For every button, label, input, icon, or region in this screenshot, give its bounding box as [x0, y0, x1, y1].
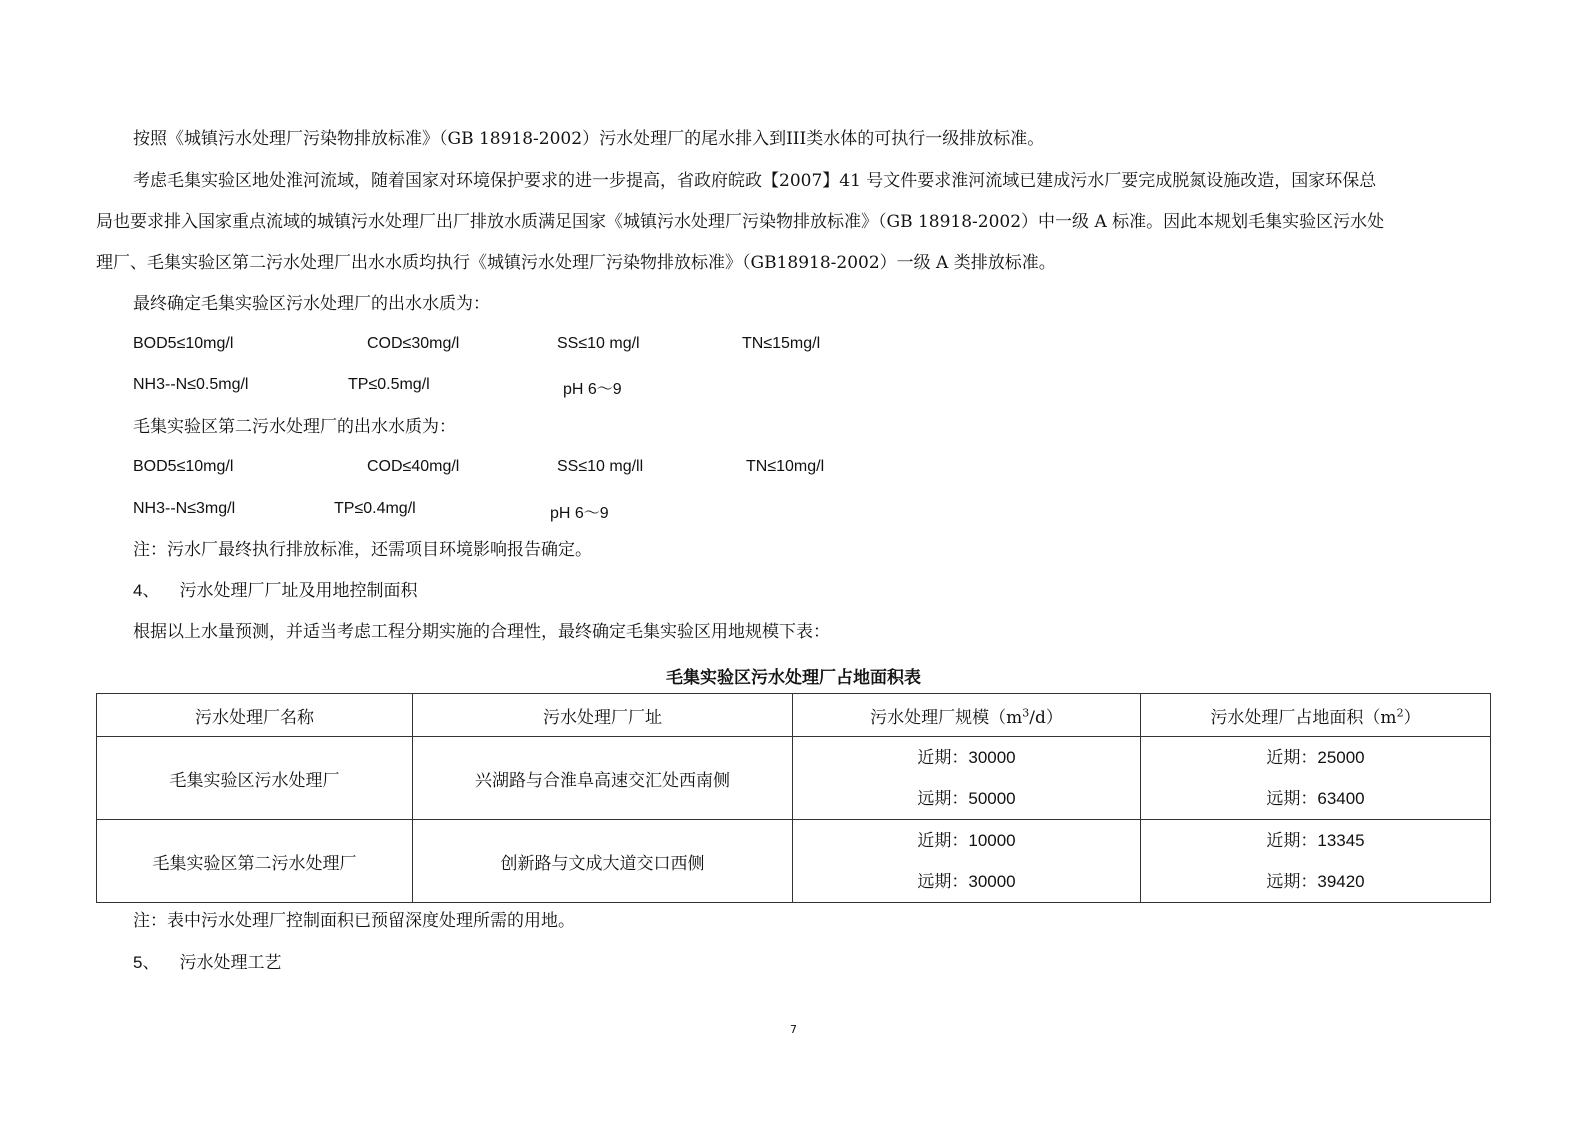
area-long-term: 远期：63400 — [1266, 789, 1365, 808]
section-5-title: 污水处理工艺 — [179, 953, 282, 973]
plant1-tp: TP≤0.5mg/l — [348, 376, 430, 393]
header-area-superscript: 2 — [1396, 705, 1404, 719]
table-row — [97, 737, 1491, 820]
plant2-tp: TP≤0.4mg/l — [334, 500, 416, 517]
section-4-title: 污水处理厂厂址及用地控制面积 — [179, 581, 418, 601]
plant2-ph: pH 6～9 — [550, 505, 609, 522]
plant2-bod: BOD5≤10mg/l — [133, 458, 234, 475]
cell-plant-name: 毛集实验区第二污水处理厂 — [97, 820, 413, 903]
plant2-nh3: NH3--N≤3mg/l — [133, 500, 236, 517]
scale-near-term: 近期：10000 — [917, 831, 1016, 850]
plant2-quality-heading: 毛集实验区第二污水处理厂的出水水质为： — [133, 417, 456, 437]
cell-plant-area — [1141, 737, 1491, 820]
plant2-tn: TN≤10mg/l — [746, 458, 825, 475]
land-area-table — [96, 693, 1491, 903]
paragraph-context-line-3: 理厂、毛集实验区第二污水处理厂出水水质均执行《城镇污水处理厂污染物排放标准》（GB18918-2002）一级 A 类排放标准。 — [96, 253, 1056, 273]
plant2-cod: COD≤40mg/l — [367, 458, 460, 475]
header-scale-prefix: 污水处理厂规模（m — [870, 707, 1023, 728]
cell-plant-area — [1141, 820, 1491, 903]
header-plant-name: 污水处理厂名称 — [97, 694, 413, 737]
paragraph-context-line-2: 局也要求排入国家重点流域的城镇污水处理厂出厂排放水质满足国家《城镇污水处理厂污染物排放标准》（GB 18918-2002）中一级 A 标准。因此本规划毛集实验区污水处 — [96, 212, 1385, 232]
cell-plant-name: 毛集实验区污水处理厂 — [97, 737, 413, 820]
table-header-row — [97, 694, 1491, 737]
plant2-ss: SS≤10 mg/ll — [557, 458, 644, 475]
plant1-bod: BOD5≤10mg/l — [133, 335, 234, 352]
cell-plant-scale — [793, 737, 1141, 820]
page-number: 7 — [790, 1023, 797, 1036]
plant1-ss: SS≤10 mg/l — [557, 335, 640, 352]
plant1-nh3: NH3--N≤0.5mg/l — [133, 376, 249, 393]
section-5-heading — [133, 951, 281, 975]
note-table-area: 注：表中污水处理厂控制面积已预留深度处理所需的用地。 — [133, 911, 575, 931]
paragraph-context-line-1: 考虑毛集实验区地处淮河流域，随着国家对环境保护要求的进一步提高，省政府皖政【2007】41 号文件要求淮河流域已建成污水厂要完成脱氮设施改造，国家环保总 — [133, 171, 1377, 191]
header-area-suffix: ） — [1403, 707, 1421, 728]
plant1-ph: pH 6～9 — [563, 381, 622, 398]
cell-plant-scale — [793, 820, 1141, 903]
header-area-prefix: 污水处理厂占地面积（m — [1210, 707, 1397, 728]
area-near-term: 近期：13345 — [1266, 831, 1365, 850]
header-scale-superscript: 3 — [1022, 705, 1030, 719]
paragraph-standard: 按照《城镇污水处理厂污染物排放标准》（GB 18918-2002）污水处理厂的尾水排入到III类水体的可执行一级排放标准。 — [133, 129, 1045, 149]
section-4-number: 4、 — [133, 581, 160, 600]
plant1-quality-heading: 最终确定毛集实验区污水处理厂的出水水质为： — [133, 294, 490, 314]
header-scale-suffix: /d） — [1029, 707, 1063, 728]
table-row — [97, 820, 1491, 903]
section-4-heading — [133, 579, 417, 603]
scale-long-term: 远期：50000 — [917, 789, 1016, 808]
scale-near-term: 近期：30000 — [917, 748, 1016, 767]
plant1-cod: COD≤30mg/l — [367, 335, 460, 352]
scale-long-term: 远期：30000 — [917, 872, 1016, 891]
area-near-term: 近期：25000 — [1266, 748, 1365, 767]
header-plant-area — [1141, 694, 1491, 737]
table-caption: 毛集实验区污水处理厂占地面积表 — [666, 668, 921, 688]
area-long-term: 远期：39420 — [1266, 872, 1365, 891]
cell-plant-site: 兴湖路与合淮阜高速交汇处西南侧 — [413, 737, 793, 820]
plant1-tn: TN≤15mg/l — [742, 335, 821, 352]
header-plant-site: 污水处理厂厂址 — [413, 694, 793, 737]
paragraph-land-scale: 根据以上水量预测，并适当考虑工程分期实施的合理性，最终确定毛集实验区用地规模下表： — [133, 622, 830, 642]
cell-plant-site: 创新路与文成大道交口西侧 — [413, 820, 793, 903]
section-5-number: 5、 — [133, 953, 160, 972]
note-discharge-standard: 注：污水厂最终执行排放标准，还需项目环境影响报告确定。 — [133, 540, 592, 560]
header-plant-scale — [793, 694, 1141, 737]
